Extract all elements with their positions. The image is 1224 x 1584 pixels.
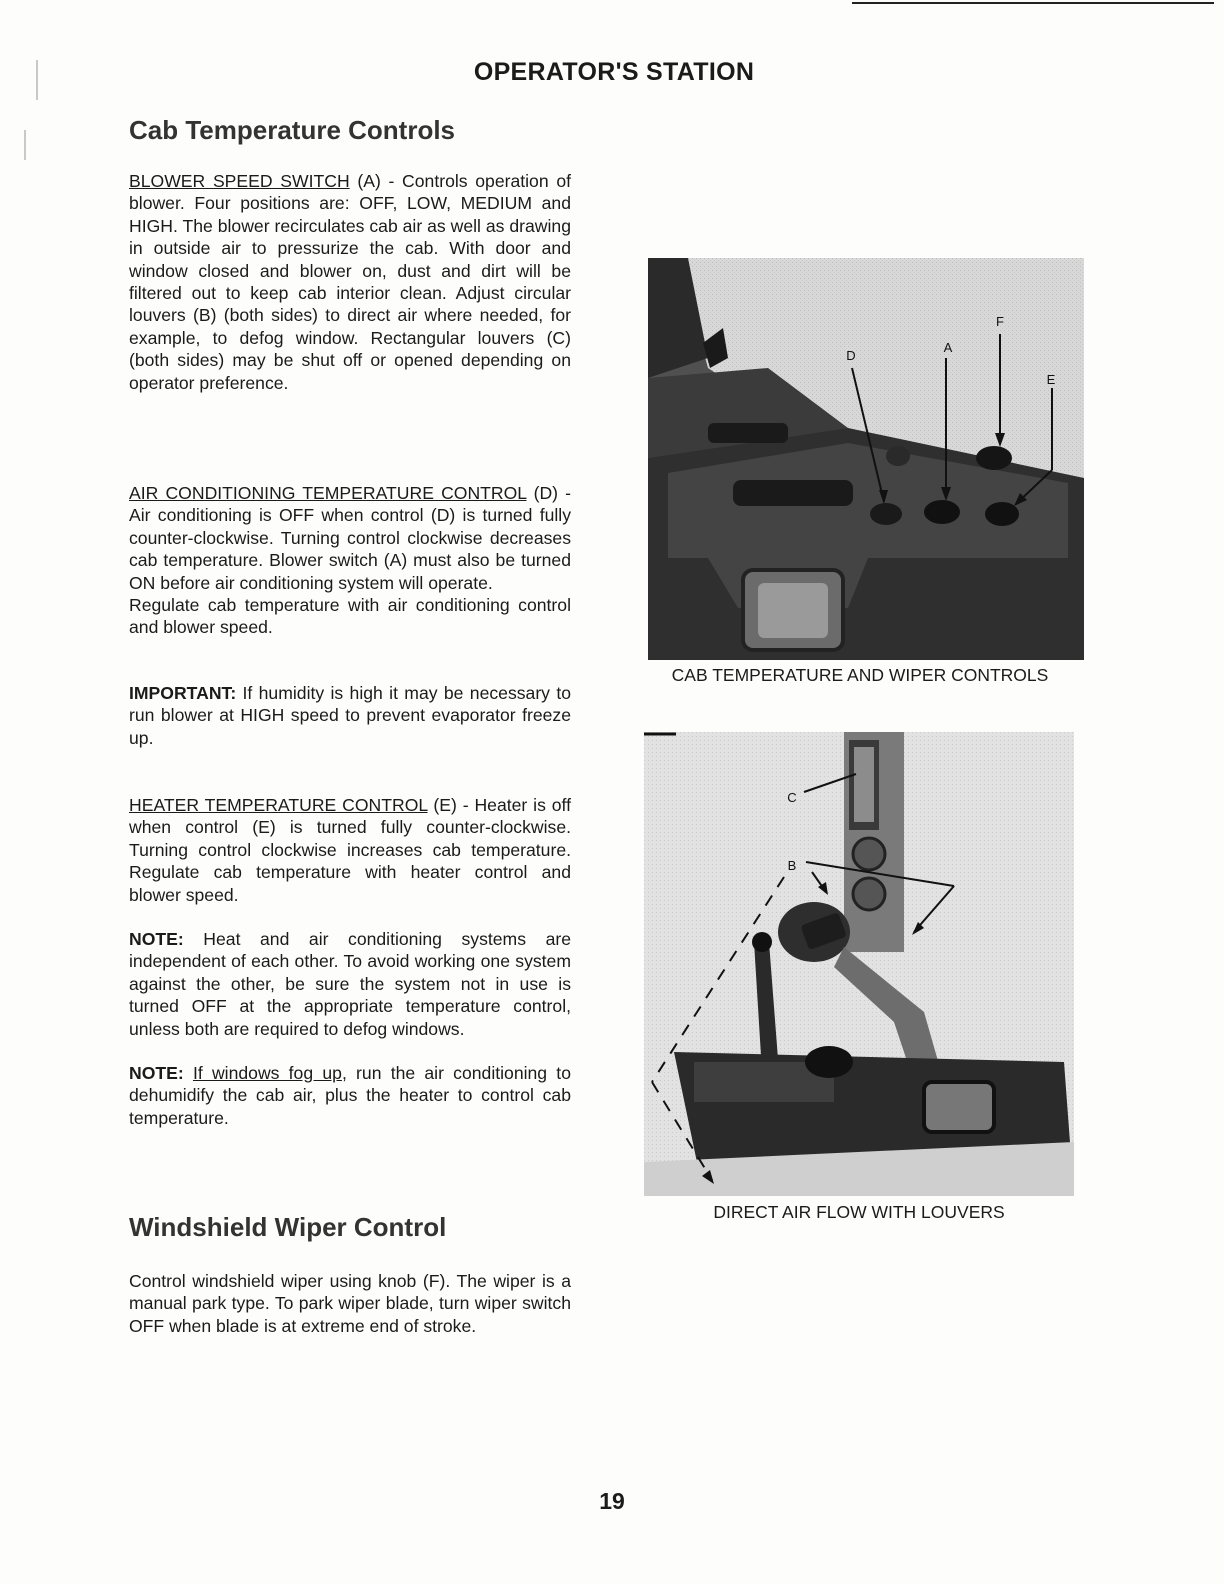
section-title-wiper-control: Windshield Wiper Control: [129, 1212, 447, 1242]
callout-label-f: F: [996, 314, 1004, 329]
cab-controls-photo: [648, 258, 1084, 660]
note-windows-fog: [129, 1062, 571, 1129]
note-text: Heat and air conditioning systems are independent of each other. To avoid working one system against the other, be sure the system not in use is turned OFF at the appropriate temperature control, unless both are required to defog windows.: [129, 929, 571, 1039]
note-fog-link-text: If windows fog up: [192, 1063, 342, 1083]
page-number: 19: [599, 1488, 625, 1514]
ac-control-text-2: Regulate cab temperature with air conditioning control and blower speed.: [129, 595, 571, 638]
callout-label-e: E: [1046, 372, 1056, 387]
top-rule: [852, 2, 1214, 4]
figure-caption-air-flow: DIRECT AIR FLOW WITH LOUVERS: [713, 1202, 1005, 1222]
heater-control-text: (E) - Heater is off when control (E) is turned fully counter-clockwise. Turning control clockwise increases cab temperature. Regulate cab temperature with heater control and blower speed.: [129, 795, 572, 905]
important-label: IMPORTANT:: [129, 683, 237, 703]
callout-label-c: C: [787, 790, 797, 805]
callout-label-d: D: [846, 348, 856, 363]
callout-label-b: B: [787, 858, 797, 873]
blower-speed-heading: BLOWER SPEED SWITCH: [129, 171, 350, 191]
section-title-cab-temperature: Cab Temperature Controls: [129, 115, 456, 145]
note-label: NOTE:: [129, 1063, 184, 1083]
note-text: , run the air conditioning to dehumidify the cab air, plus the heater to control cab temperature.: [129, 1063, 571, 1128]
figure-air-flow-louvers: [644, 732, 1074, 1196]
heater-control-paragraph: [129, 794, 571, 906]
important-paragraph: [129, 682, 571, 749]
note-label: NOTE:: [129, 929, 184, 949]
ac-control-text: (D) - Air conditioning is OFF when control (D) is turned fully counter-clockwise. Turning control clockwise decreases cab temperature. Blower switch (A) must also be turned ON before air conditioning system will operate.: [129, 483, 572, 593]
blower-speed-paragraph: [129, 170, 571, 394]
margin-mark: [24, 130, 26, 160]
important-text: If humidity is high it may be necessary to run blower at HIGH speed to prevent evaporator freeze up.: [129, 683, 571, 748]
page-header: OPERATOR'S STATION: [473, 58, 755, 86]
heater-control-heading: HEATER TEMPERATURE CONTROL: [129, 795, 428, 815]
figure-cab-temperature-controls: [648, 258, 1084, 660]
wiper-control-paragraph: Control windshield wiper using knob (F). The wiper is a manual park type. To park wiper blade, turn wiper switch OFF when blade is at extreme end of stroke.: [129, 1271, 571, 1336]
louvers-photo: [644, 732, 1074, 1196]
note-independent-systems: [129, 928, 571, 1040]
ac-control-heading: AIR CONDITIONING TEMPERATURE CONTROL: [129, 483, 527, 503]
blower-speed-text: (A) - Controls operation of blower. Four positions are: OFF, LOW, MEDIUM and HIGH. The blower recirculates cab air as well as drawing in outside air to pressurize the cab. With door and window closed and blower on, dust and dirt will be filtered out to keep cab interior clean. Adjust circular louvers (B) (both sides) to direct air where needed, for example, to defog window. Rectangular louvers (C) (both sides) may be shut off or opened depending on operator preference.: [129, 171, 571, 393]
figure-caption-cab-controls: CAB TEMPERATURE AND WIPER CONTROLS: [671, 665, 1049, 685]
callout-label-a: A: [943, 340, 953, 355]
ac-control-paragraph: [129, 482, 571, 639]
